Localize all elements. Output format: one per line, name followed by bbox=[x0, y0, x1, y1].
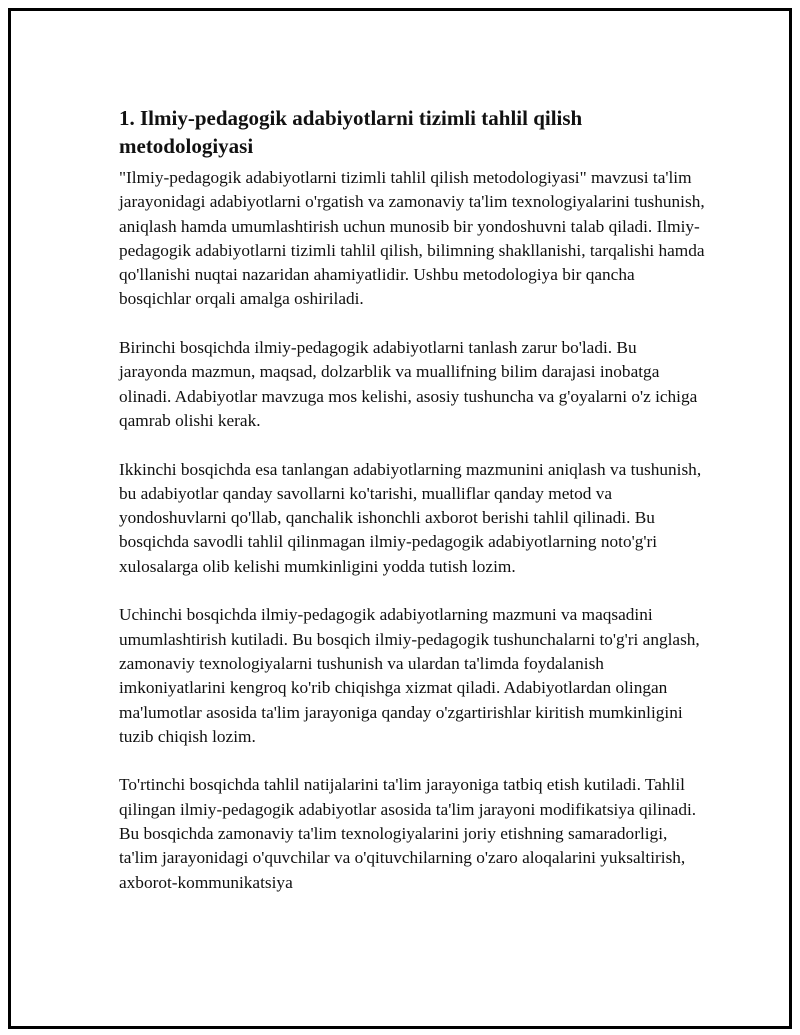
paragraph-stage-four: To'rtinchi bosqichda tahlil natijalarini ta'lim jarayoniga tatbiq etish kutiladi. Tahlil qilingan ilmiy-pedagogik adabiyotlar asosida ta'lim jarayoni modifikatsiya qilinadi. Bu bosqichda zamonaviy ta'lim texnologiyalarini joriy etishning samaradorligi, ta'lim jarayonidagi o'quvchilar va o'qituvchilarning o'zaro aloqalarini yuksaltirish, axborot-kommunikatsiya bbox=[119, 775, 697, 892]
paragraph-intro: "Ilmiy-pedagogik adabiyotlarni tizimli tahlil qilish metodologiyasi" mavzusi ta'lim jarayonidagi adabiyotlarni o'rgatish va zamonaviy ta'lim texnologiyalarini tushunish, aniqlash hamda umumlashtirish uchun munosib bir yondoshuvni talab qiladi. Ilmiy-pedagogik adabiyotlarni tizimli tahlil qilish, bilimning shakllanishi, tarqalishi hamda qo'llanishi nuqtai nazaridan ahamiyatlidir. Ushbu metodologiya bir qancha bosqichlar orqali amalga oshiriladi. bbox=[119, 168, 705, 309]
page-frame bbox=[8, 8, 792, 1029]
paragraph-stage-two: Ikkinchi bosqichda esa tanlangan adabiyotlarning mazmunini aniqlash va tushunish, bu adabiyotlar qanday savollarni ko'tarishi, mualliflar qanday metod va yondoshuvlarni qo'llab, qanchalik ishonchli axborot berishi tahlil qilinadi. Bu bosqichda savodli tahlil qilinmagan ilmiy-pedagogik adabiyotlarning noto'g'ri xulosalarga olib kelishi mumkinligini yodda tutish lozim. bbox=[119, 459, 702, 576]
paragraph-stage-three: Uchinchi bosqichda ilmiy-pedagogik adabiyotlarning mazmuni va maqsadini umumlashtirish kutiladi. Bu bosqich ilmiy-pedagogik tushunchalarni to'g'ri anglash, zamonaviy texnologiyalarni tushunish va ulardan ta'limda foydalanish imkoniyatlarini kengroq ko'rib chiqishga xizmat qiladi. Adabiyotlardan olingan ma'lumotlar asosida ta'lim jarayoniga qanday o'zgartirishlar kiritish mumkinligini tuzib chiqish lozim. bbox=[119, 605, 700, 746]
section-heading: 1. Ilmiy-pedagogik adabiyotlarni tizimli tahlil qilish metodologiyasi bbox=[119, 106, 583, 158]
document-body bbox=[119, 104, 707, 919]
paragraph-stage-one: Birinchi bosqichda ilmiy-pedagogik adabiyotlarni tanlash zarur bo'ladi. Bu jarayonda mazmun, maqsad, dolzarblik va muallifning bilim darajasi inobatga olinadi. Adabiyotlar mavzuga mos kelishi, asosiy tushuncha va g'oyalarni o'z ichiga qamrab olishi kerak. bbox=[119, 338, 698, 430]
